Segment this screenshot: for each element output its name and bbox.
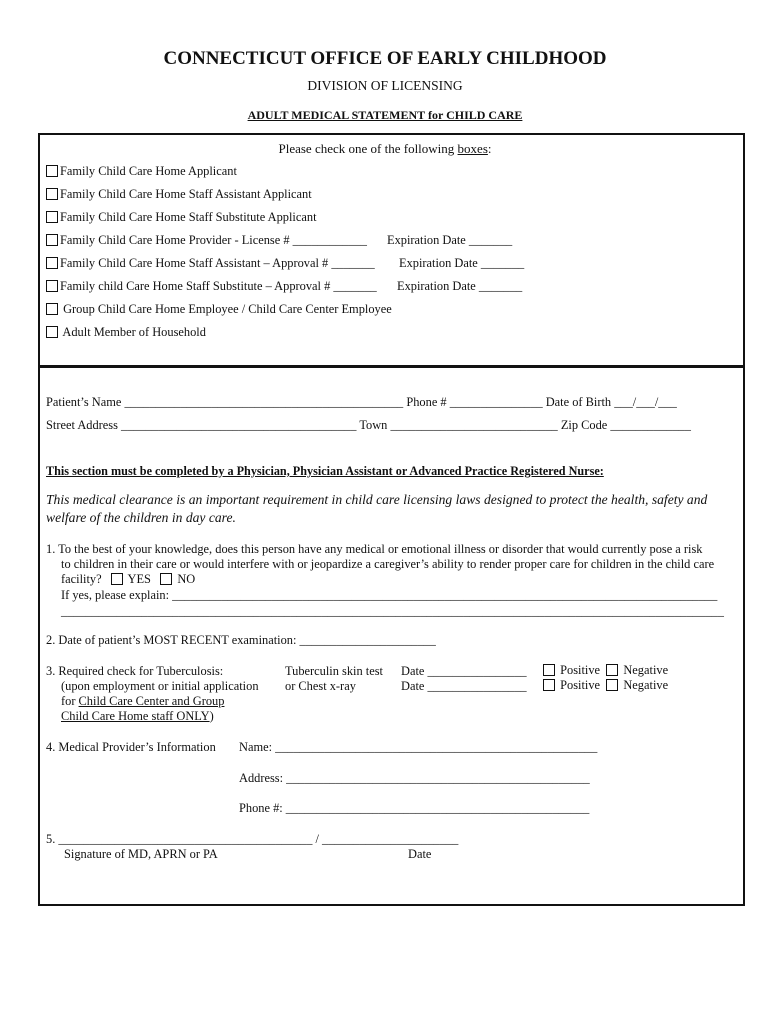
question-2-exam-date[interactable]: 2. Date of patient’s MOST RECENT examination: ______________________: [46, 633, 436, 647]
option-staff-substitute[interactable]: [46, 279, 377, 294]
page-title: CONNECTICUT OFFICE OF EARLY CHILDHOOD: [163, 48, 607, 69]
question-4-label: 4. Medical Provider’s Information: [46, 740, 216, 754]
no-label: NO: [177, 572, 196, 586]
xray-positive-checkbox[interactable]: [543, 679, 555, 691]
question-3-line3: [61, 694, 224, 709]
positive-label: Positive: [560, 663, 601, 677]
option-label: Family Child Care Home Provider - License # ____________: [60, 233, 367, 247]
provider-phone-field[interactable]: Phone #: _________________________________________________: [239, 801, 590, 815]
patient-name-line[interactable]: Patient’s Name _____________________________________________ Phone # _______________ Date of Birth ___/___/___: [46, 395, 677, 409]
signature-label: Signature of MD, APRN or PA: [64, 847, 218, 861]
question-1-facility: facility?: [61, 572, 102, 586]
question-3-link2: Child Care Home staff ONLY: [61, 709, 210, 723]
option-fcc-applicant[interactable]: [46, 164, 237, 179]
question-1-line3: [61, 572, 195, 587]
question-1-line2: to children in their care or would interfere with or jeopardize a caregiver’s ability to render proper care for children in the child care: [61, 557, 715, 571]
clearance-text-line1: This medical clearance is an important requirement in child care licensing laws designed to protect the health, safety and: [46, 492, 708, 507]
expiration-staff-substitute[interactable]: Expiration Date _______: [397, 279, 523, 293]
checkbox-provider[interactable]: [46, 234, 58, 246]
provider-address-field[interactable]: Address: _________________________________________________: [239, 771, 590, 785]
explain-field[interactable]: If yes, please explain: ________________________________________________________________________________________: [61, 588, 718, 602]
yes-label: YES: [127, 572, 151, 586]
xray-result-options: [543, 678, 668, 693]
checkbox-instruction: [0, 141, 770, 157]
question-1-line1: 1. To the best of your knowledge, does this person have any medical or emotional illness or disorder that would currently pose a risk: [46, 542, 703, 556]
option-label: Adult Member of Household: [60, 325, 206, 339]
expiration-staff-assistant[interactable]: Expiration Date _______: [399, 256, 525, 270]
form-title: ADULT MEDICAL STATEMENT for CHILD CARE: [247, 108, 523, 122]
question-3-close: ): [209, 709, 214, 723]
skin-result-options: [543, 663, 668, 678]
option-group-employee[interactable]: [46, 302, 392, 317]
question-3-line2: (upon employment or initial application: [61, 679, 259, 693]
expiration-provider[interactable]: Expiration Date _______: [387, 233, 513, 247]
instruction-boxes: boxes: [457, 141, 488, 156]
question-3-link1: Child Care Center and Group: [78, 694, 225, 708]
question-3-line4: [61, 709, 214, 724]
option-provider[interactable]: [46, 233, 367, 248]
tb-skin-date[interactable]: Date ________________: [401, 664, 527, 678]
tb-skin-test-label: Tuberculin skin test: [285, 664, 383, 678]
checkbox-group-employee[interactable]: [46, 303, 58, 315]
checkbox-fcc-applicant[interactable]: [46, 165, 58, 177]
option-household-member[interactable]: [46, 325, 206, 340]
skin-positive-checkbox[interactable]: [543, 664, 555, 676]
provider-name-field[interactable]: Name: ____________________________________________________: [239, 740, 598, 754]
no-checkbox[interactable]: [160, 573, 172, 585]
section-divider: [38, 365, 745, 368]
option-staff-substitute-applicant[interactable]: [46, 210, 317, 225]
tb-xray-label: or Chest x-ray: [285, 679, 356, 693]
patient-address-line[interactable]: Street Address ______________________________________ Town ___________________________ Zip Code _____________: [46, 418, 691, 432]
division-label: DIVISION OF LICENSING: [307, 78, 463, 93]
option-label: Family Child Care Home Staff Assistant Applicant: [60, 187, 312, 201]
option-label: Family child Care Home Staff Substitute – Approval # _______: [60, 279, 377, 293]
positive-label: Positive: [560, 678, 601, 692]
option-staff-assistant[interactable]: [46, 256, 375, 271]
checkbox-staff-substitute-applicant[interactable]: [46, 211, 58, 223]
explain-field-line2[interactable]: ___________________________________________________________________________________________________________: [61, 604, 724, 618]
checkbox-staff-assistant-applicant[interactable]: [46, 188, 58, 200]
option-label: Family Child Care Home Staff Assistant – Approval # _______: [60, 256, 375, 270]
option-label: Family Child Care Home Staff Substitute Applicant: [60, 210, 317, 224]
skin-negative-checkbox[interactable]: [606, 664, 618, 676]
question-3-for: for: [61, 694, 79, 708]
option-label: Family Child Care Home Applicant: [60, 164, 237, 178]
negative-label: Negative: [623, 663, 669, 677]
xray-negative-checkbox[interactable]: [606, 679, 618, 691]
physician-section-heading: This section must be completed by a Physician, Physician Assistant or Advanced Practice Registered Nurse:: [46, 464, 604, 478]
checkbox-staff-substitute[interactable]: [46, 280, 58, 292]
signature-line[interactable]: 5. _________________________________________ / ______________________: [46, 832, 459, 846]
option-label: Group Child Care Home Employee / Child Care Center Employee: [60, 302, 392, 316]
negative-label: Negative: [623, 678, 669, 692]
signature-date-label: Date: [408, 847, 432, 861]
checkbox-household-member[interactable]: [46, 326, 58, 338]
instruction-prefix: Please check one of the following: [278, 141, 458, 156]
tb-xray-date[interactable]: Date ________________: [401, 679, 527, 693]
clearance-text-line2: welfare of the children in day care.: [46, 510, 236, 525]
instruction-suffix: :: [487, 141, 492, 156]
yes-checkbox[interactable]: [111, 573, 123, 585]
checkbox-staff-assistant[interactable]: [46, 257, 58, 269]
option-staff-assistant-applicant[interactable]: [46, 187, 312, 202]
question-3-label: 3. Required check for Tuberculosis:: [46, 664, 224, 678]
